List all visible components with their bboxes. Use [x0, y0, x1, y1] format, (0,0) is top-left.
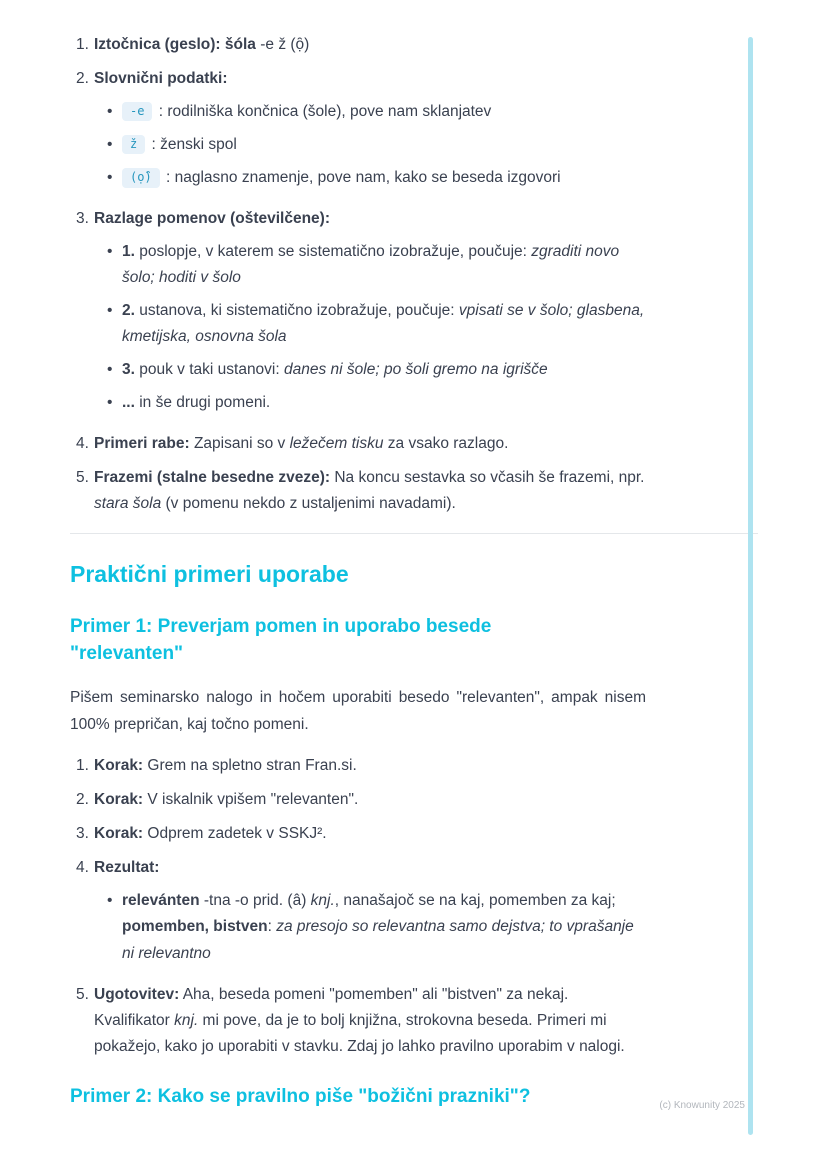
example2-title: Primer 2: Kako se pravilno piše "božični prazniki"?	[70, 1085, 531, 1107]
list-marker: 3.	[76, 210, 89, 228]
list-marker: 5.	[76, 469, 89, 487]
bullet-text	[122, 357, 646, 383]
text: Na koncu sestavka so včasih še frazemi, npr.	[330, 469, 645, 487]
dictionary-entry	[122, 888, 646, 966]
bold-text: Iztočnica (geslo): šóla	[94, 36, 256, 53]
text: : rodilniška končnica (šole), pove nam sklanjatev	[154, 103, 492, 121]
bullet-icon	[94, 390, 122, 416]
bullet-item-naglas	[94, 165, 646, 191]
text: , nanašajoč se na kaj, pomemben za kaj;	[334, 892, 616, 910]
bold-text: 3.	[122, 361, 135, 379]
bullet-text	[122, 165, 646, 191]
italic-text: zgraditi novo šolo; hoditi v šolo	[122, 243, 620, 287]
bullet-text	[122, 298, 646, 350]
list-marker: 1.	[76, 36, 89, 53]
bold-text: 2.	[122, 302, 135, 320]
italic-text: danes ni šole; po šoli gremo na igrišče	[284, 361, 548, 379]
list-item-text	[94, 431, 646, 457]
code-badge: -e	[122, 102, 152, 121]
text: (v pomenu nekdo z ustaljenimi navadami).	[161, 495, 456, 513]
list-item-text	[94, 753, 646, 779]
italic-text: za presojo so relevantna samo dejstva; to vprašanje ni relevantno	[122, 918, 634, 962]
bullet-item-spol	[94, 132, 646, 158]
code-badge: (ọ̑)	[122, 168, 160, 187]
bullet-text	[122, 239, 646, 291]
bold-text: relevánten	[122, 892, 200, 910]
text: poslopje, v katerem se sistematično izobražuje, poučuje:	[134, 243, 532, 261]
step-item-1	[70, 753, 646, 779]
step-item-3	[70, 821, 646, 847]
italic-text: stara šola	[94, 495, 162, 513]
text: ustanova, ki sistematično izobražuje, poučuje:	[134, 302, 459, 320]
text: V iskalnik vpišem "relevanten".	[143, 791, 359, 809]
text: mi pove, da je to bolj knjižna, strokovna beseda. Primeri mi pokažejo, kako jo uporabiti v stavku. Zdaj jo lahko pravilno uporabim v nalogi.	[94, 1011, 625, 1055]
bold-text: Primeri rabe:	[94, 435, 190, 453]
text: Odprem zadetek v SSKJ².	[143, 825, 327, 843]
bullet-text	[122, 132, 646, 158]
bullet-item-pomen-2	[94, 298, 646, 350]
bullet-icon	[94, 357, 122, 383]
list-item-text	[94, 465, 646, 517]
bullet-item-pomen-3	[94, 357, 646, 383]
italic-text: knj.	[174, 1011, 199, 1029]
bullet-icon	[94, 132, 122, 158]
text: :	[267, 918, 277, 936]
list-item-text	[94, 206, 646, 423]
list-item-iztocnica	[70, 32, 646, 58]
sub-bullet-list	[94, 888, 646, 966]
bullet-item-dictionary-entry	[94, 888, 646, 966]
list-marker: 5.	[76, 985, 89, 1003]
code-badge: ž	[122, 135, 145, 154]
list-marker: 2.	[76, 791, 89, 809]
bold-text: Korak:	[94, 825, 144, 843]
bullet-icon	[94, 888, 122, 966]
text: Zapisani so v	[189, 435, 290, 453]
bold-text: Korak:	[94, 757, 144, 775]
bullet-icon	[94, 298, 122, 350]
list-item-text	[94, 66, 646, 198]
sub-bullet-list	[94, 99, 646, 191]
list-item-razlage-pomenov	[70, 206, 646, 423]
text: Grem na spletno stran Fran.si.	[143, 757, 357, 775]
text: -e ž (ọ̑)	[255, 36, 310, 53]
example1-steps-list	[70, 753, 646, 1059]
bold-text: 1.	[122, 243, 135, 261]
list-item-text	[94, 982, 646, 1060]
bold-text: pomemben, bistven	[122, 918, 268, 936]
list-marker: 3.	[76, 825, 89, 843]
bullet-item-drugi-pomeni	[94, 390, 646, 416]
step-item-2	[70, 787, 646, 813]
list-marker: 2.	[76, 70, 89, 88]
text: Aha, beseda pomeni "pomemben" ali "bistven" za nekaj. Kvalifikator	[94, 985, 569, 1029]
example1-title: Primer 1: Preverjam pomen in uporabo besede "relevanten"	[70, 616, 492, 664]
page-edge-bar	[748, 37, 753, 1135]
text: in še drugi pomeni.	[134, 394, 271, 412]
bold-text: ...	[122, 394, 135, 412]
bullet-item-koncnica	[94, 99, 646, 125]
step-item-rezultat	[70, 855, 646, 973]
list-item-primeri-rabe	[70, 431, 646, 457]
bold-text: Frazemi (stalne besedne zveze):	[94, 469, 331, 487]
text: : ženski spol	[147, 136, 237, 154]
italic-text: vpisati se v šolo; glasbena, kmetijska, osnovna šola	[122, 302, 645, 346]
bullet-text	[122, 390, 646, 416]
bullet-item-pomen-1	[94, 239, 646, 291]
section-title-prakticni-primeri: Praktični primeri uporabe	[70, 561, 349, 588]
italic-text: ležečem tisku	[289, 435, 384, 453]
bold-text: Ugotovitev:	[94, 985, 180, 1003]
list-item-text	[94, 32, 646, 58]
bullet-icon	[94, 165, 122, 191]
text: za vsako razlago.	[383, 435, 509, 453]
list-marker: 1.	[76, 757, 89, 775]
bold-text: Rezultat:	[94, 859, 160, 877]
text: pouk v taki ustanovi:	[134, 361, 284, 379]
example1-intro: Pišem seminarsko nalogo in hočem uporabiti besedo "relevanten", ampak nisem 100% prepričan, kaj točno pomeni.	[70, 688, 646, 734]
list-item-text	[94, 821, 646, 847]
bullet-text	[122, 99, 646, 125]
section-divider	[70, 533, 758, 534]
text: : naglasno znamenje, pove nam, kako se beseda izgovori	[161, 169, 561, 187]
bold-text: Slovnični podatki:	[94, 70, 228, 88]
sub-bullet-list	[94, 239, 646, 416]
bold-text: Korak:	[94, 791, 144, 809]
list-marker: 4.	[76, 859, 89, 877]
bullet-icon	[94, 99, 122, 125]
step-item-ugotovitev	[70, 982, 646, 1060]
dictionary-structure-list	[70, 32, 646, 517]
list-item-text	[94, 855, 646, 973]
bullet-icon	[94, 239, 122, 291]
bold-text: Razlage pomenov (oštevilčene):	[94, 210, 331, 228]
italic-text: knj.	[310, 892, 335, 910]
list-item-slovnicni-podatki	[70, 66, 646, 198]
list-marker: 4.	[76, 435, 89, 453]
text: -tna -o prid. (â)	[199, 892, 311, 910]
copyright-text: (c) Knowunity 2025	[659, 1100, 745, 1111]
list-item-frazemi	[70, 465, 646, 517]
list-item-text	[94, 787, 646, 813]
